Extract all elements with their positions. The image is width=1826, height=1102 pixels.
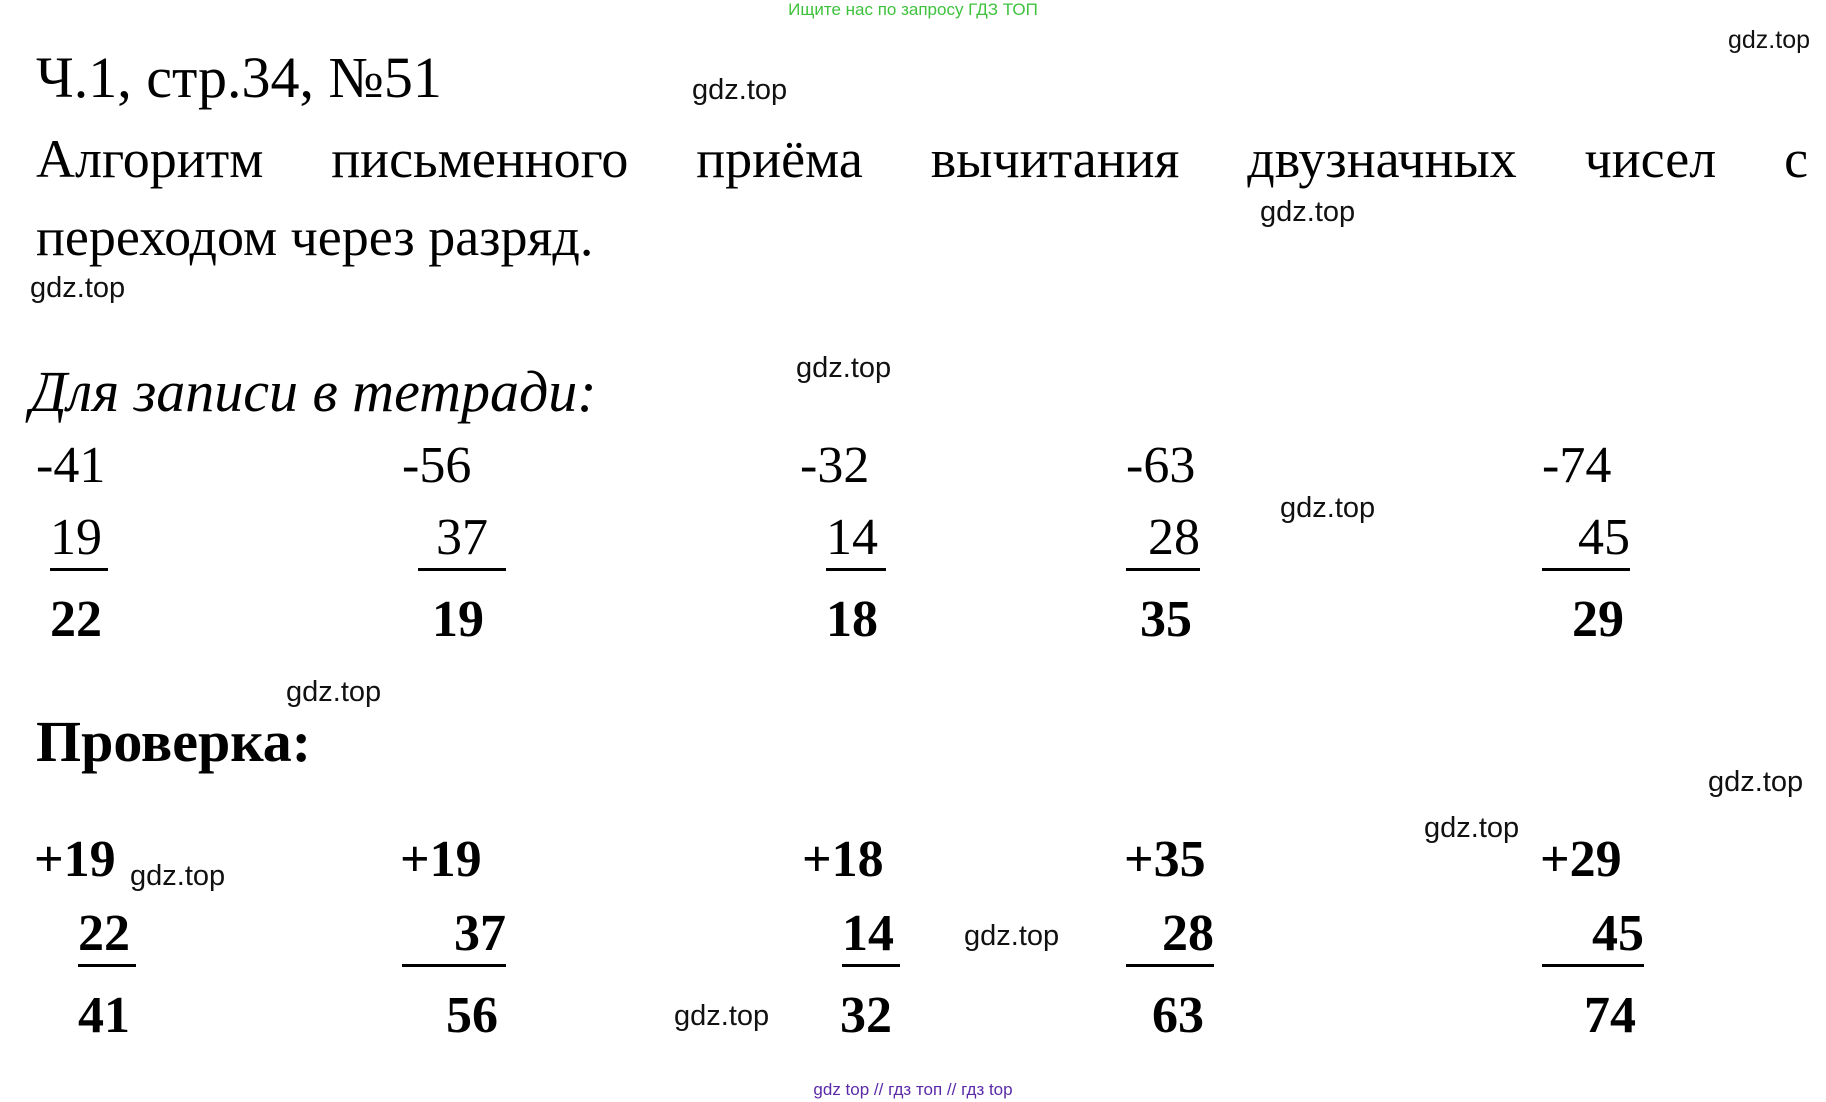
addend: +35: [1124, 831, 1206, 888]
addend: +29: [1540, 831, 1622, 888]
subtrahend: 37: [418, 512, 506, 571]
difference: 22: [50, 591, 102, 648]
task-text-line-1: [36, 128, 1808, 190]
watermark: gdz.top: [30, 272, 126, 304]
check-heading: Проверка:: [36, 709, 312, 774]
addend: +18: [802, 831, 884, 888]
page-title: Ч.1, стр.34, №51: [36, 45, 442, 110]
sum: 32: [840, 987, 892, 1044]
watermark: gdz.top: [130, 860, 226, 892]
word: с: [1784, 129, 1809, 189]
task-text-line-2: переходом через разряд.: [36, 207, 594, 267]
minuend: -56: [402, 437, 472, 494]
watermark: gdz.top: [1280, 492, 1376, 524]
watermark: gdz.top: [1260, 196, 1356, 228]
footer-links[interactable]: gdz top // гдз топ // гдз top: [813, 1080, 1013, 1099]
addend: 28: [1126, 908, 1214, 967]
minuend: -63: [1126, 437, 1196, 494]
difference: 35: [1140, 591, 1192, 648]
watermark: gdz.top: [674, 1000, 770, 1032]
addend: 45: [1542, 908, 1644, 967]
notebook-heading: Для записи в тетради:: [30, 359, 597, 424]
sum: 63: [1152, 987, 1204, 1044]
watermark: gdz.top: [1728, 26, 1811, 54]
subtrahend: 19: [50, 512, 108, 571]
watermark: gdz.top: [1708, 766, 1804, 798]
top-banner[interactable]: Ищите нас по запросу ГДЗ ТОП: [788, 0, 1038, 19]
difference: 18: [826, 591, 878, 648]
minuend: -74: [1542, 437, 1612, 494]
sum: 41: [78, 987, 130, 1044]
word: приёма: [696, 129, 863, 189]
subtrahend: 14: [826, 512, 886, 571]
addend: +19: [400, 831, 482, 888]
word: двузначных: [1247, 129, 1517, 189]
word: письменного: [331, 129, 629, 189]
watermark: gdz.top: [796, 352, 892, 384]
addend: 22: [78, 908, 136, 967]
word: Алгоритм: [36, 129, 264, 189]
watermark: gdz.top: [286, 676, 382, 708]
subtrahend: 45: [1542, 512, 1630, 571]
minuend: -41: [36, 437, 106, 494]
difference: 29: [1572, 591, 1624, 648]
watermark: gdz.top: [964, 920, 1060, 952]
watermark: gdz.top: [1424, 812, 1520, 844]
addend: 14: [842, 908, 900, 967]
sum: 56: [446, 987, 498, 1044]
word: чисел: [1584, 129, 1717, 189]
difference: 19: [432, 591, 484, 648]
addend: +19: [34, 831, 116, 888]
word: вычитания: [930, 129, 1180, 189]
subtrahend: 28: [1126, 512, 1200, 571]
addend: 37: [402, 908, 506, 967]
minuend: -32: [800, 437, 870, 494]
watermark: gdz.top: [692, 74, 788, 106]
sum: 74: [1584, 987, 1636, 1044]
